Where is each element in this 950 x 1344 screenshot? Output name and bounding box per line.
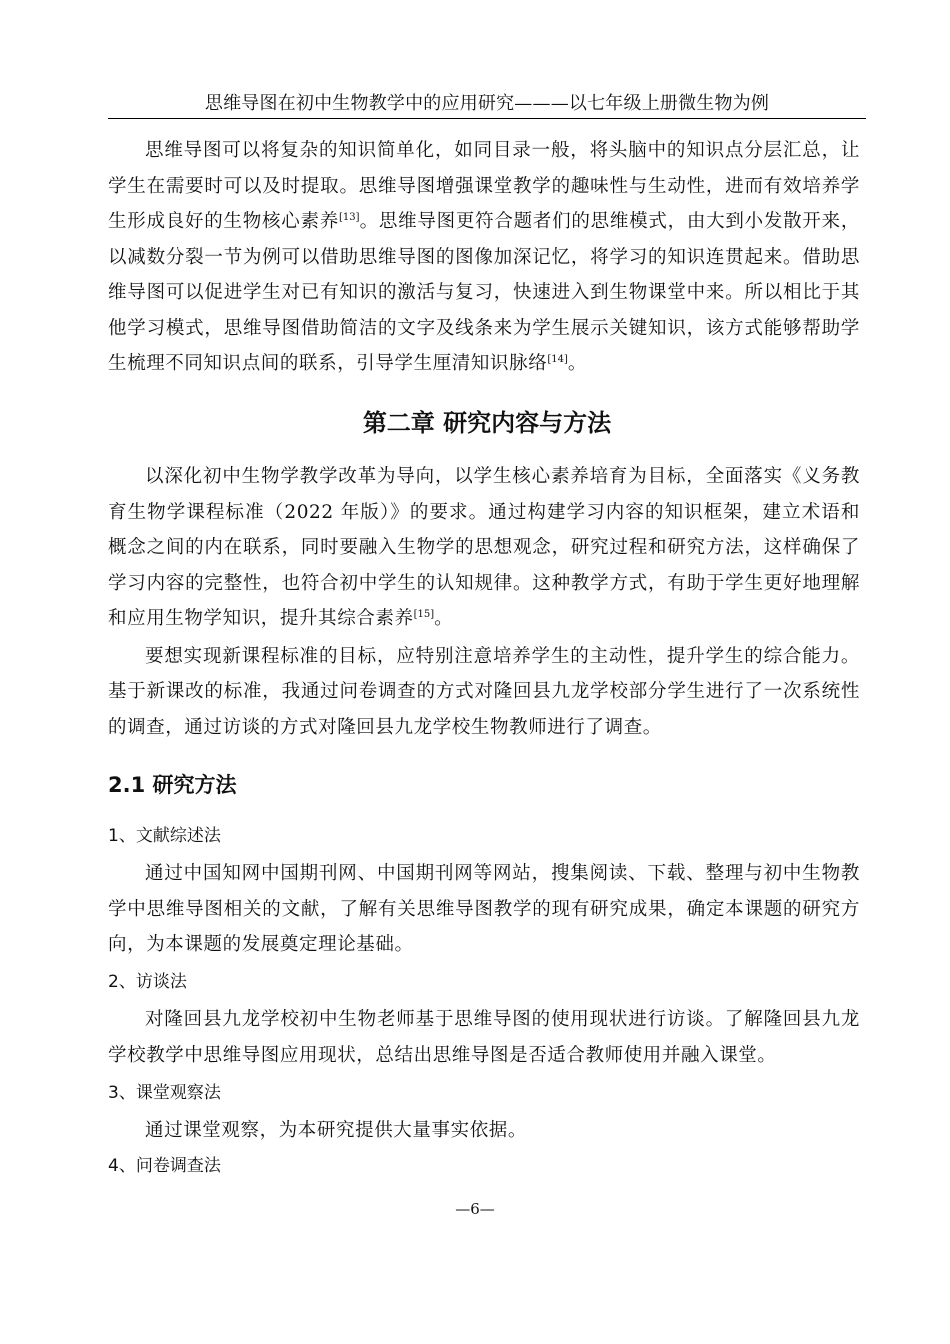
intro-text-end: 。 (567, 353, 587, 374)
method-label-3: 3、课堂观察法 (108, 1083, 221, 1103)
method-label-1: 1、文献综述法 (108, 826, 221, 846)
chapter-paragraph-1-end: 。 (434, 608, 454, 629)
intro-paragraph-block (108, 133, 860, 382)
citation-13: [13] (339, 211, 360, 223)
intro-text: 思维导图可以将复杂的知识简单化，如同目录一般，将头脑中的知识点分层汇总，让学生在需要时可以及时提取。思维导图增强课堂教学的趣味性与生动性，进而有效培养学生形成良好的生物核心素养 (108, 140, 860, 232)
chapter-paragraph-block (108, 459, 860, 745)
chapter-paragraph-2: 要想实现新课程标准的目标，应特别注意培养学生的主动性，提升学生的综合能力。基于新课改的标准，我通过问卷调查的方式对隆回县九龙学校部分学生进行了一次系统性的调查，通过访谈的方式对隆回县九龙学校生物教师进行了调查。 (108, 645, 860, 738)
intro-paragraph (108, 133, 860, 382)
method-1-block (108, 856, 860, 963)
citation-14: [14] (547, 353, 568, 365)
method-paragraph-1: 通过中国知网中国期刊网、中国期刊网等网站，搜集阅读、下载、整理与初中生物教学中思维导图相关的文献，了解有关思维导图教学的现有研究成果，确定本课题的研究方向，为本课题的发展奠定理论基础。 (108, 863, 860, 955)
running-header: 思维导图在初中生物教学中的应用研究———以七年级上册微生物为例 (204, 93, 770, 114)
method-label-4: 4、问卷调查法 (108, 1156, 221, 1176)
method-paragraph-2: 对隆回县九龙学校初中生物老师基于思维导图的使用现状进行访谈。了解隆回县九龙学校教学中思维导图应用现状，总结出思维导图是否适合教师使用并融入课堂。 (108, 1009, 860, 1066)
page-number: —6— (455, 1200, 495, 1218)
chapter-paragraph-1-text: 以深化初中生物学教学改革为导向，以学生核心素养培育为目标，全面落实《义务教育生物学课程标准（2022 年版）》的要求。通过构建学习内容的知识框架，建立术语和概念之间的内在联系，同时要融入生物学的思想观念，研究过程和研究方法，这样确保了学习内容的完整性，也符合初中学生的认知规律。这种教学方式，有助于学生更好地理解和应用生物学知识，提升其综合素养 (108, 466, 860, 629)
method-2-block (108, 1002, 860, 1073)
chapter-paragraph-1 (108, 459, 860, 637)
header-divider (108, 118, 866, 119)
method-label-2: 2、访谈法 (108, 972, 187, 992)
citation-15: [15] (413, 608, 435, 620)
method-paragraph-3: 通过课堂观察，为本研究提供大量事实依据。 (145, 1120, 528, 1141)
method-3-block (108, 1113, 860, 1149)
chapter-title: 第二章 研究内容与方法 (362, 409, 612, 437)
section-title: 2.1 研究方法 (108, 773, 237, 797)
intro-text-continued: 。思维导图更符合题者们的思维模式，由大到小发散开来，以减数分裂一节为例可以借助思维导图的图像加深记忆，将学习的知识连贯起来。借助思维导图可以促进学生对已有知识的激活与复习，快速进入到生物课堂中来。所以相比于其他学习模式，思维导图借助简洁的文字及线条来为学生展示关键知识，该方式能够帮助学生梳理不同知识点间的联系，引导学生厘清知识脉络 (108, 211, 861, 374)
